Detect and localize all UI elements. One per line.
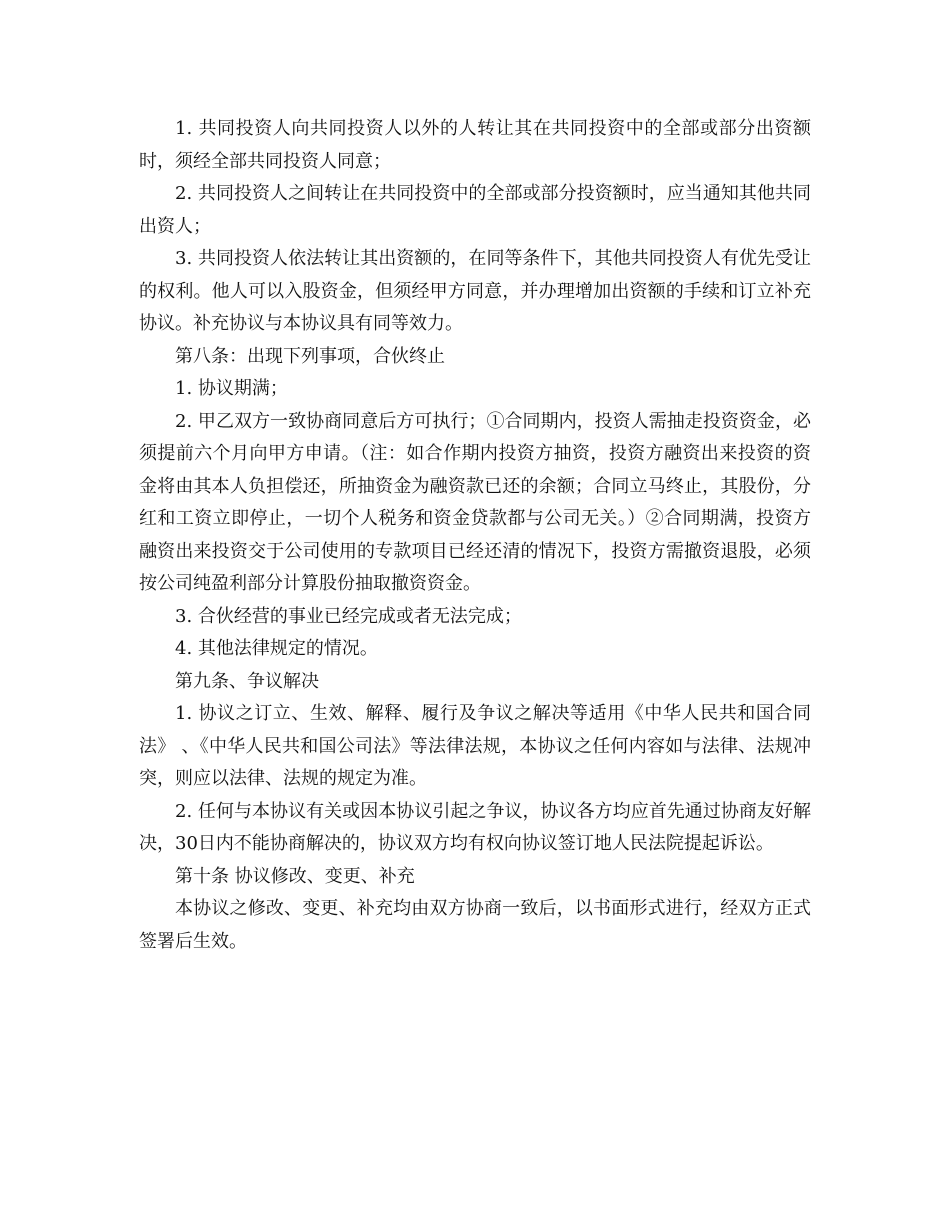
article-10-heading: 第十条 协议修改、变更、补充 [175,865,415,887]
clause-amendment: 本协议之修改、变更、补充均由双方协商一致后，以书面形式进行，经双方正式签署后生效。 [139,898,811,952]
clause-expiry: 1. 协议期满； [175,378,288,399]
clause-applicable-law: 1. 协议之订立、生效、解释、履行及争议之解决等适用《中华人民共和国合同法》 、《中华人民共和国公司法》等法律法规，本协议之任何内容如与法律、法规冲突，则应以法律、法规的规定为准。 [139,703,811,789]
article-9-heading: 第九条、争议解决 [175,670,319,692]
clause-transfer-between: 2. 共同投资人之间转让在共同投资中的全部或部分投资额时，应当通知其他共同出资人； [139,183,811,237]
clause-mutual-agreement: 2. 甲乙双方一致协商同意后方可执行；①合同期内，投资人需抽走投资资金，必须提前六个月向甲方申请。（注：如合作期内投资方抽资，投资方融资出来投资的资金将由其本人负担偿还，所抽资金为融资款已还的余额；合同立马终止，其股份，分红和工资立即停止，一切个人税务和资金贷款都与公司无关。）②合同期满，投资方融资出来投资交于公司使用的专款项目已经还清的情况下，投资方需撤资退股，必须按公司纯盈利部分计算股份抽取撤资资金。 [139,410,811,594]
clause-transfer-outside: 1. 共同投资人向共同投资人以外的人转让其在共同投资中的全部或部分出资额时，须经全部共同投资人同意； [139,118,811,172]
clause-business-completed: 3. 合伙经营的事业已经完成或者无法完成； [175,605,522,627]
clause-preemptive-right: 3. 共同投资人依法转让其出资额的，在同等条件下，其他共同投资人有优先受让的权利。他人可以入股资金，但须经甲方同意，并办理增加出资额的手续和订立补充协议。补充协议与本协议具有同等效力。 [139,248,811,334]
article-8-heading: 第八条：出现下列事项，合伙终止 [175,345,445,367]
document-body [139,113,811,958]
clause-other-legal: 4. 其他法律规定的情况。 [175,638,378,659]
clause-dispute-resolution: 2. 任何与本协议有关或因本协议引起之争议，协议各方均应首先通过协商友好解决，30日内不能协商解决的，协议双方均有权向协议签订地人民法院提起诉讼。 [139,800,811,854]
